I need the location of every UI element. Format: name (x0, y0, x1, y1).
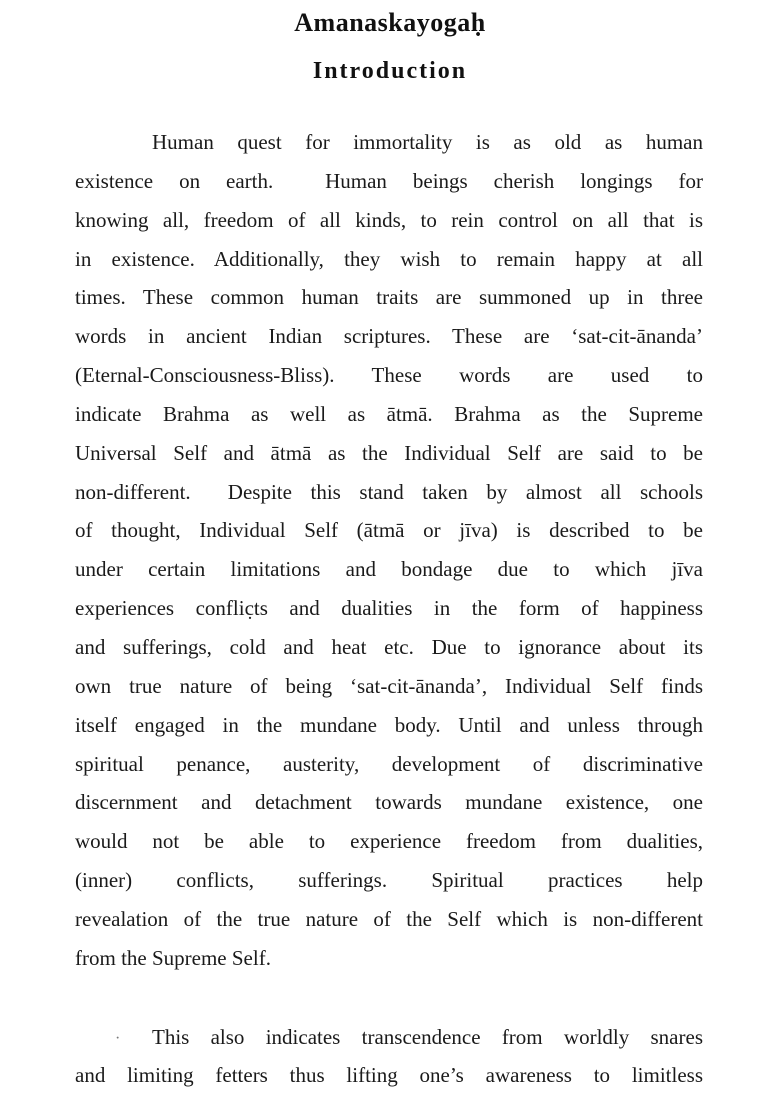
text-line: spiritual penance, austerity, development of discriminative (75, 751, 703, 776)
text-line: under certain limitations and bondage due to which jīva (75, 557, 703, 582)
text-line: (Eternal-Consciousness-Bliss). These words are used to (75, 363, 703, 388)
text-line: experiences conflic̣ts and dualities in the form of happiness (75, 596, 703, 621)
paragraph-1 (75, 123, 703, 978)
section-heading: Introduction (312, 58, 468, 84)
text-line: in existence. Additionally, they wish to remain happy at all (75, 246, 703, 271)
text-line: times. These common human traits are summoned up in three (75, 285, 703, 310)
text-line: existence on earth. Human beings cherish longings for (75, 168, 703, 193)
text-line: discernment and detachment towards mundane existence, one (75, 790, 703, 815)
text-line: Human quest for immortality is as old as human (152, 130, 703, 154)
book-title: Amanaskayogaḥ (294, 8, 486, 37)
text-line: and limiting fetters thus lifting one’s awareness to limitless (75, 1063, 703, 1088)
text-line: from the Supreme Self. (75, 945, 271, 970)
text-line: itself engaged in the mundane body. Until and unless through (75, 712, 703, 737)
text-line: of thought, Individual Self (ātmā or jīva) is described to be (75, 518, 703, 543)
text-line: indicate Brahma as well as ātmā. Brahma as the Supreme (75, 401, 703, 426)
text-line: non-different. Despite this stand taken by almost all schools (75, 479, 703, 504)
scan-artifact-dot: · (115, 1029, 121, 1047)
text-line: own true nature of being ‘sat-cit-ānanda’, Individual Self finds (75, 673, 703, 698)
text-line: words in ancient Indian scriptures. These are ‘sat-cit-ānanda’ (75, 324, 703, 349)
text-line: Universal Self and ātmā as the Individual Self are said to be (75, 440, 703, 465)
text-line: knowing all, freedom of all kinds, to rein control on all that is (75, 207, 703, 232)
text-line: This also indicates transcendence from worldly snares (152, 1024, 703, 1049)
text-line: would not be able to experience freedom from dualities, (75, 829, 703, 854)
paragraph-2 (75, 1018, 703, 1096)
text-line: revealation of the true nature of the Self which is non-different (75, 906, 703, 931)
text-line: and sufferings, cold and heat etc. Due to ignorance about its (75, 634, 703, 659)
page-body (75, 123, 703, 1095)
text-line: (inner) conflicts, sufferings. Spiritual practices help (75, 868, 703, 893)
